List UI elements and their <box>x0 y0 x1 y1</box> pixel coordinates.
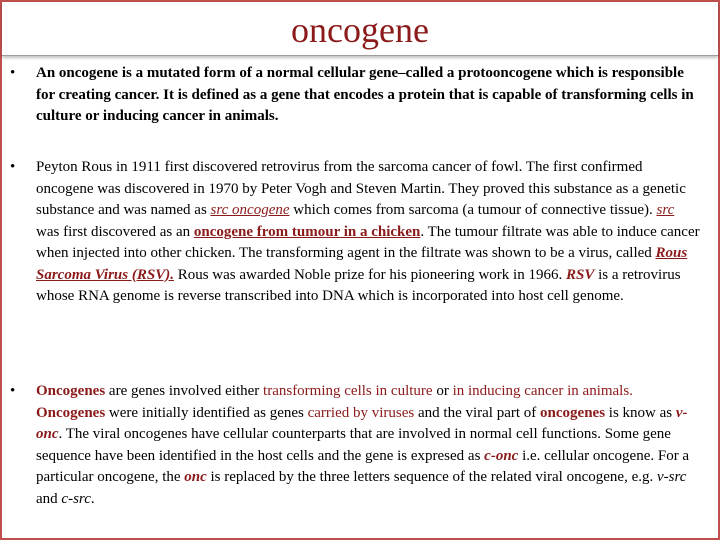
text-run: or <box>432 383 453 399</box>
onc-term: onc <box>184 469 207 485</box>
bullet-dot: • <box>10 159 16 175</box>
src-oncogene-term <box>211 202 290 218</box>
rsv-term: RSV <box>565 266 595 283</box>
title-bar <box>2 2 718 56</box>
text-run: and <box>36 490 62 507</box>
text-run: are genes involved either <box>105 383 264 399</box>
bullet-3-text <box>36 381 700 510</box>
v-onc-term: v-onc <box>36 404 688 442</box>
bullet-2 <box>10 157 700 308</box>
text-run: which comes from sarcoma (a tumour of connective tissue). <box>289 202 657 218</box>
src-oncogene-label: src oncogene <box>210 202 290 218</box>
text-run: was first discovered as an <box>36 223 194 240</box>
text-run: . The viral oncogenes have cellular counterparts that are involved in normal cell functions. Some gene sequence have been identified in the host cells and the gene is expresed as <box>36 426 671 464</box>
text-run: . The tumour filtrate was able to induce cancer when injected into other chicken. The transforming agent in the filtrate was shown to be a virus, called <box>36 223 700 261</box>
c-src-term: c-src <box>61 490 91 507</box>
src-term: src <box>656 202 675 218</box>
oncogenes-term: oncogenes <box>540 404 606 421</box>
bullet-dot: • <box>10 65 16 81</box>
v-src-term: v-src <box>656 469 687 485</box>
oncogenes-term: Oncogenes <box>36 404 106 421</box>
slide-title: oncogene <box>291 10 429 50</box>
text-run: Peyton Rous in 1911 first discovered retrovirus from the sarcoma cancer of fowl. The first confirmed oncogene was discovered in 1970 by Peter Vogh and Steven Martin. They proved this substance as a genetic substance and was named as <box>36 159 686 218</box>
text-run: and the viral part of <box>414 404 541 421</box>
bullet-2-text <box>36 157 700 308</box>
c-onc-term: c-onc <box>484 447 519 464</box>
bullet-dot: • <box>10 383 16 399</box>
text-run: Rous was awarded Noble prize for his pioneering work in 1966. <box>173 266 566 283</box>
rsv-full-term: Rous Sarcoma Virus (RSV). <box>36 245 688 283</box>
bullet-1-text: An oncogene is a mutated form of a normal cellular gene–called a protooncogene which is responsible for creating cancer. It is defined as a gene that encodes a protein that is capable of transforming cells in culture or inducing cancer in animals. <box>36 65 694 124</box>
text-run: is replaced by the three letters sequence of the related viral oncogene, e.g. <box>206 469 657 485</box>
text-run: i.e. cellular oncogene. For a particular oncogene, the <box>36 447 690 485</box>
inducing-term: in inducing cancer in animals. <box>452 383 633 399</box>
text-run: is know as <box>605 404 676 421</box>
bullet-3 <box>10 381 700 510</box>
bullet-1 <box>10 63 700 128</box>
oncogene-from-tumour-term: oncogene from tumour in a chicken <box>193 223 421 240</box>
text-run: . <box>90 490 95 507</box>
carried-by-viruses-term: carried by viruses <box>307 404 415 421</box>
oncogenes-term: Oncogenes <box>36 383 106 399</box>
text-run: is a retrovirus whose RNA genome is reverse transcribed into DNA which is incorporated into host cell genome. <box>36 266 681 304</box>
transforming-term: transforming cells in culture <box>263 383 433 399</box>
text-run: were initially identified as genes <box>105 404 308 421</box>
